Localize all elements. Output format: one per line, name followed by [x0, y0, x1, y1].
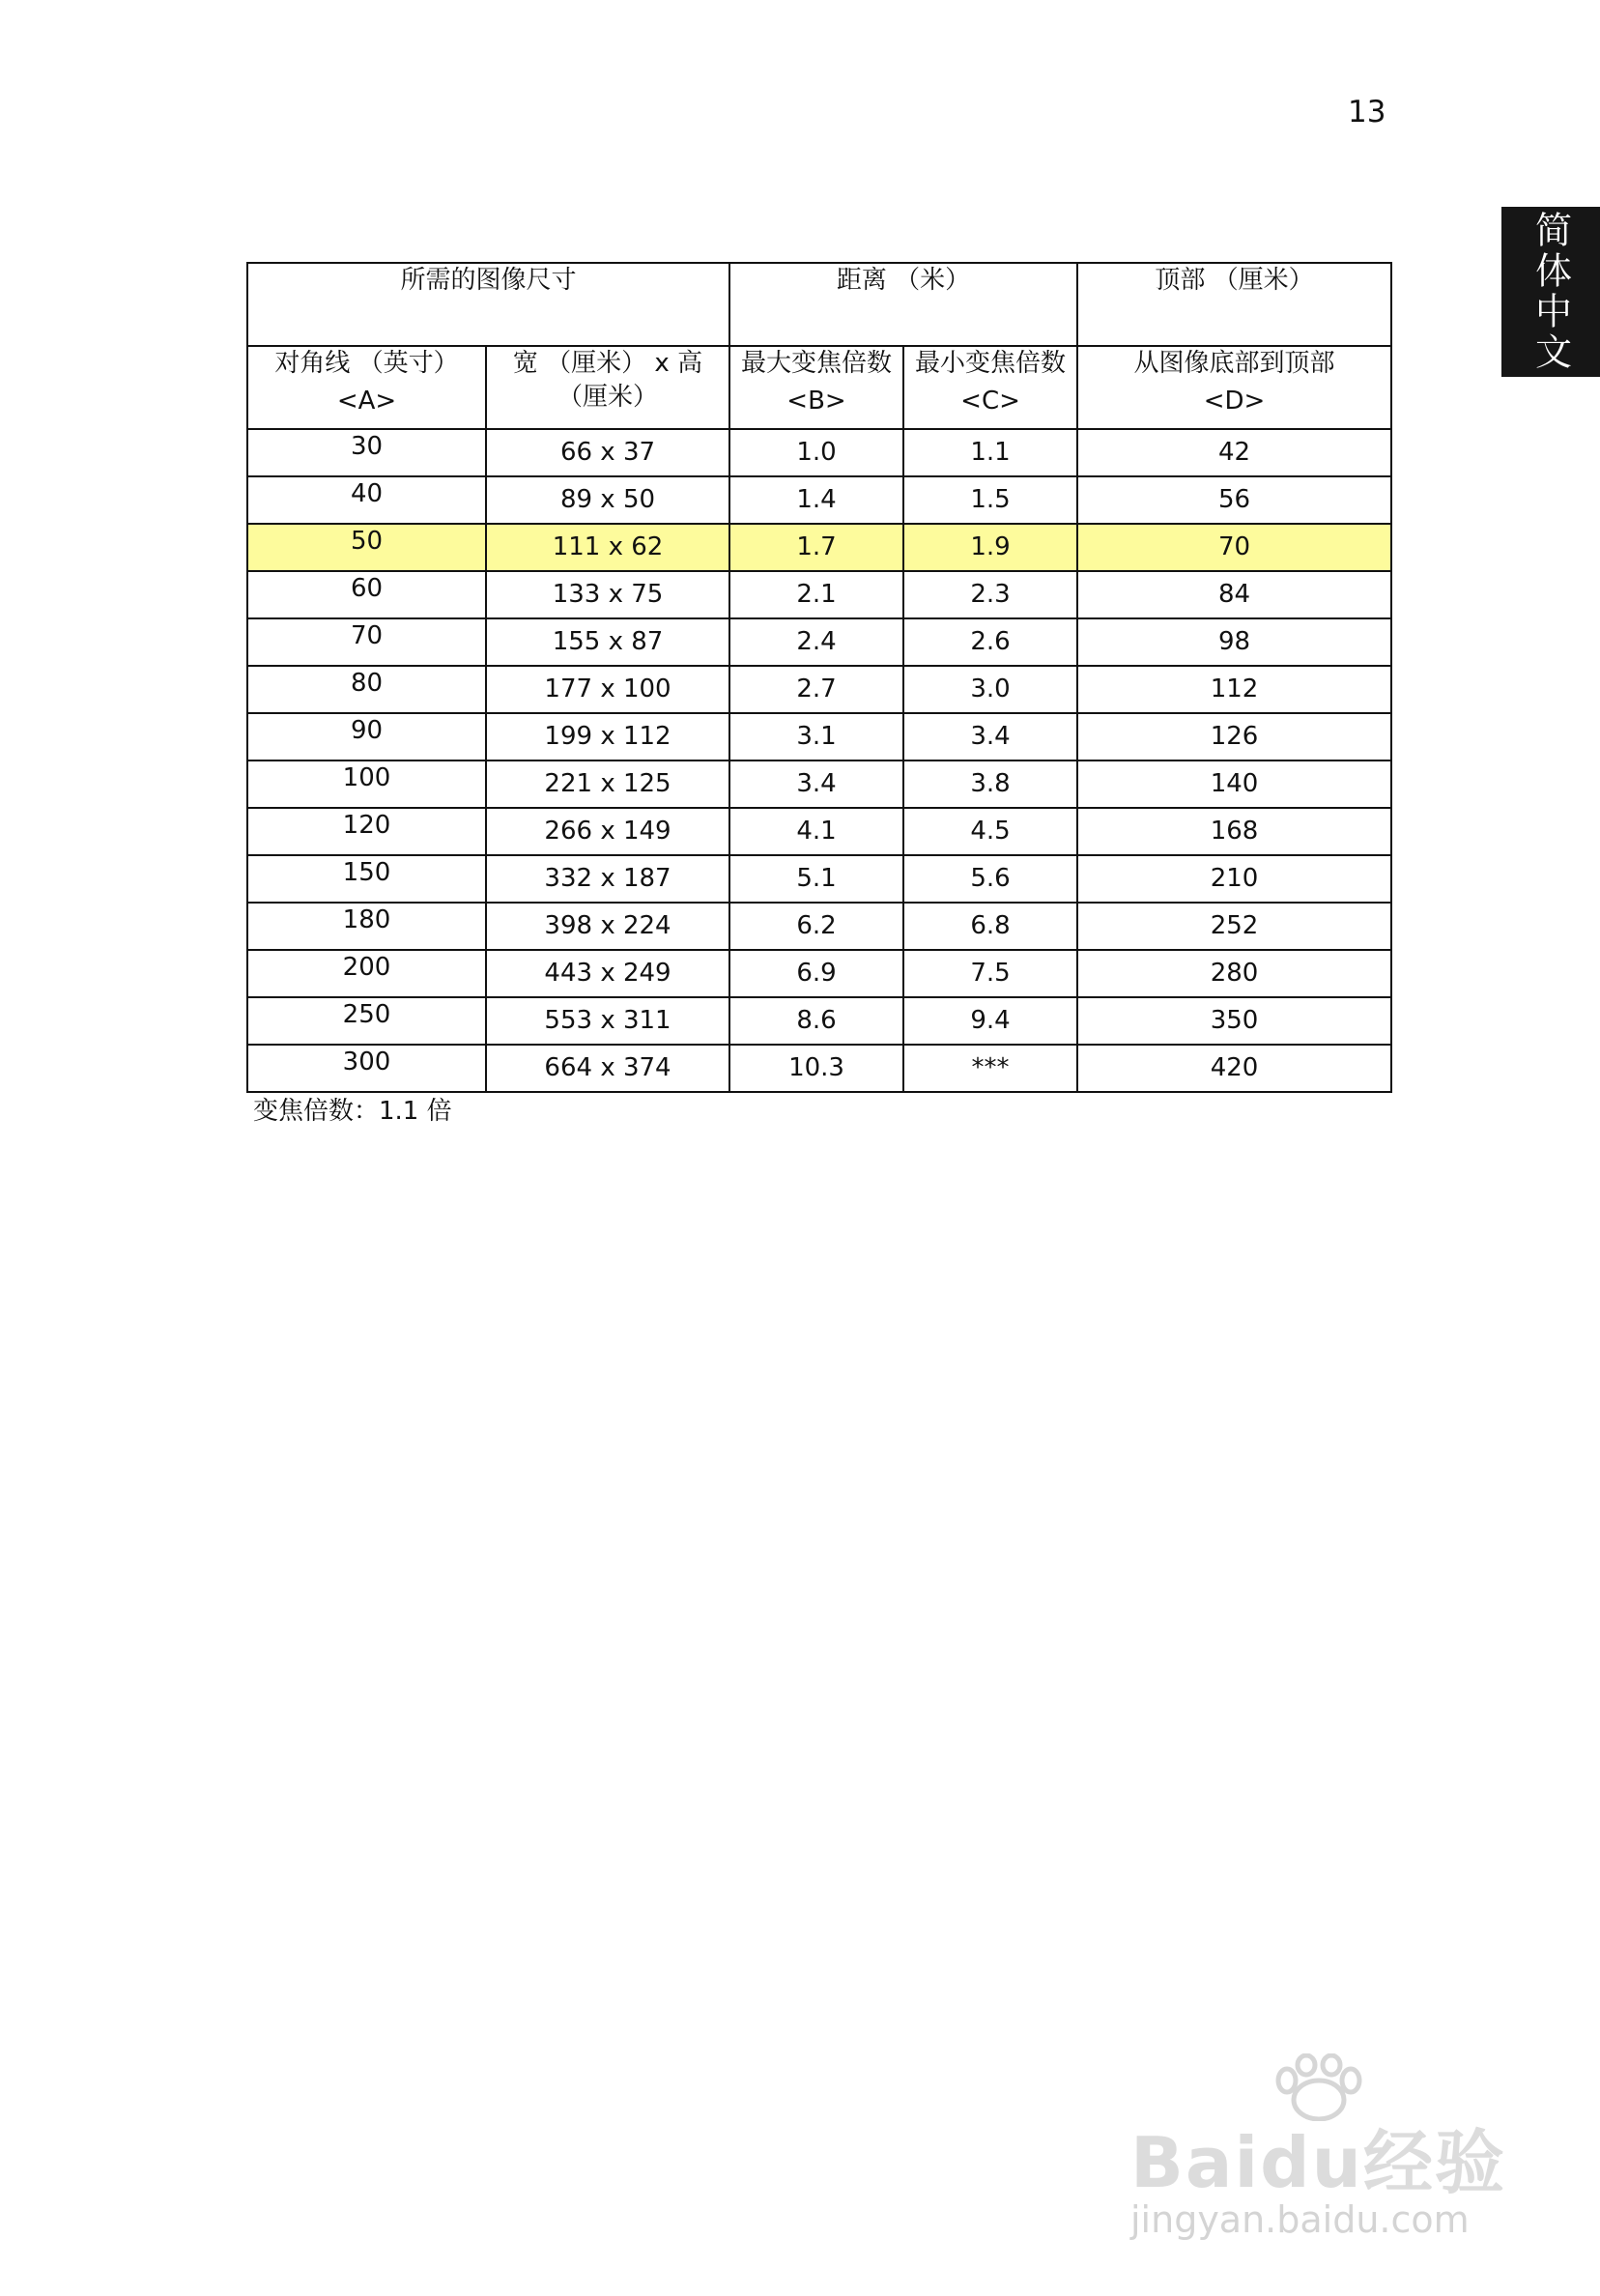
cell-min-zoom: 6.8	[903, 903, 1077, 950]
sub-header-max-zoom	[729, 346, 903, 429]
sub-header-diagonal	[247, 346, 486, 429]
sub-header-code: <B>	[786, 387, 846, 416]
cell-min-zoom: 7.5	[903, 950, 1077, 997]
cell-bottom-to-top: 420	[1077, 1045, 1391, 1092]
table-row	[247, 524, 1391, 571]
cell-max-zoom: 5.1	[729, 855, 903, 903]
cell-bottom-to-top: 350	[1077, 997, 1391, 1045]
cell-max-zoom: 6.2	[729, 903, 903, 950]
cell-max-zoom: 1.0	[729, 429, 903, 476]
cell-min-zoom: 1.9	[903, 524, 1077, 571]
cell-diagonal: 100	[247, 761, 486, 808]
table-row	[247, 808, 1391, 855]
sub-header-label: 对角线 （英寸）	[274, 349, 459, 378]
zoom-ratio-footnote: 变焦倍数：1.1 倍	[253, 1097, 452, 1126]
cell-width-height: 199 x 112	[486, 713, 729, 761]
cell-min-zoom: ***	[903, 1045, 1077, 1092]
table-row	[247, 997, 1391, 1045]
table-row	[247, 666, 1391, 713]
cell-diagonal: 30	[247, 429, 486, 476]
cell-diagonal: 40	[247, 476, 486, 524]
group-header-distance: 距离 （米）	[729, 263, 1077, 346]
page-number: 13	[1348, 95, 1386, 129]
cell-bottom-to-top: 56	[1077, 476, 1391, 524]
cell-min-zoom: 5.6	[903, 855, 1077, 903]
sub-header-label: 最大变焦倍数	[741, 349, 893, 378]
table-row	[247, 903, 1391, 950]
table-row	[247, 618, 1391, 666]
sub-header-code: <A>	[336, 387, 397, 416]
cell-diagonal: 60	[247, 571, 486, 618]
cell-diagonal: 50	[247, 524, 486, 571]
table-row	[247, 571, 1391, 618]
cell-diagonal: 150	[247, 855, 486, 903]
table-group-header-row	[247, 263, 1391, 346]
cell-min-zoom: 3.0	[903, 666, 1077, 713]
cell-diagonal: 80	[247, 666, 486, 713]
cell-max-zoom: 1.4	[729, 476, 903, 524]
cell-bottom-to-top: 70	[1077, 524, 1391, 571]
language-tab-label: 简体中文	[1529, 211, 1572, 373]
projection-distance-table	[246, 262, 1392, 1093]
sub-header-min-zoom	[903, 346, 1077, 429]
cell-diagonal: 200	[247, 950, 486, 997]
sub-header-width-height	[486, 346, 729, 429]
cell-diagonal: 180	[247, 903, 486, 950]
cell-min-zoom: 1.1	[903, 429, 1077, 476]
watermark-url: jingyan.baidu.com	[1130, 2198, 1470, 2241]
cell-min-zoom: 1.5	[903, 476, 1077, 524]
cell-width-height: 443 x 249	[486, 950, 729, 997]
cell-bottom-to-top: 252	[1077, 903, 1391, 950]
cell-width-height: 332 x 187	[486, 855, 729, 903]
cell-width-height: 664 x 374	[486, 1045, 729, 1092]
cell-width-height: 553 x 311	[486, 997, 729, 1045]
sub-header-label: 宽 （厘米） x 高 （厘米）	[512, 349, 703, 413]
table-row	[247, 1045, 1391, 1092]
cell-max-zoom: 2.4	[729, 618, 903, 666]
table-row	[247, 761, 1391, 808]
watermark-logo: Baidu经验	[1130, 2122, 1506, 2203]
table-row	[247, 950, 1391, 997]
cell-bottom-to-top: 210	[1077, 855, 1391, 903]
table-row	[247, 713, 1391, 761]
sub-header-bottom-to-top	[1077, 346, 1391, 429]
cell-max-zoom: 1.7	[729, 524, 903, 571]
group-header-top: 顶部 （厘米）	[1077, 263, 1391, 346]
cell-bottom-to-top: 98	[1077, 618, 1391, 666]
cell-bottom-to-top: 84	[1077, 571, 1391, 618]
cell-diagonal: 250	[247, 997, 486, 1045]
table-sub-header-row	[247, 346, 1391, 429]
table-row	[247, 855, 1391, 903]
cell-width-height: 155 x 87	[486, 618, 729, 666]
group-header-image-size: 所需的图像尺寸	[247, 263, 729, 346]
language-tab	[1501, 207, 1600, 377]
cell-min-zoom: 2.6	[903, 618, 1077, 666]
cell-max-zoom: 8.6	[729, 997, 903, 1045]
cell-bottom-to-top: 168	[1077, 808, 1391, 855]
table-row	[247, 476, 1391, 524]
table-body	[247, 429, 1391, 1092]
cell-diagonal: 70	[247, 618, 486, 666]
cell-max-zoom: 3.4	[729, 761, 903, 808]
cell-bottom-to-top: 280	[1077, 950, 1391, 997]
cell-max-zoom: 4.1	[729, 808, 903, 855]
cell-bottom-to-top: 112	[1077, 666, 1391, 713]
sub-header-code: <C>	[960, 387, 1020, 416]
cell-width-height: 89 x 50	[486, 476, 729, 524]
cell-diagonal: 90	[247, 713, 486, 761]
cell-width-height: 133 x 75	[486, 571, 729, 618]
cell-min-zoom: 2.3	[903, 571, 1077, 618]
cell-bottom-to-top: 126	[1077, 713, 1391, 761]
cell-bottom-to-top: 140	[1077, 761, 1391, 808]
cell-max-zoom: 2.7	[729, 666, 903, 713]
sub-header-label: 从图像底部到顶部	[1133, 349, 1335, 378]
cell-diagonal: 300	[247, 1045, 486, 1092]
cell-width-height: 398 x 224	[486, 903, 729, 950]
cell-min-zoom: 3.4	[903, 713, 1077, 761]
cell-width-height: 221 x 125	[486, 761, 729, 808]
cell-max-zoom: 6.9	[729, 950, 903, 997]
cell-max-zoom: 10.3	[729, 1045, 903, 1092]
cell-min-zoom: 9.4	[903, 997, 1077, 1045]
cell-min-zoom: 4.5	[903, 808, 1077, 855]
cell-width-height: 66 x 37	[486, 429, 729, 476]
cell-max-zoom: 2.1	[729, 571, 903, 618]
cell-width-height: 177 x 100	[486, 666, 729, 713]
sub-header-code: <D>	[1203, 387, 1266, 416]
cell-max-zoom: 3.1	[729, 713, 903, 761]
cell-min-zoom: 3.8	[903, 761, 1077, 808]
baidu-watermark	[1130, 2053, 1517, 2247]
cell-width-height: 266 x 149	[486, 808, 729, 855]
cell-diagonal: 120	[247, 808, 486, 855]
cell-bottom-to-top: 42	[1077, 429, 1391, 476]
sub-header-label: 最小变焦倍数	[915, 349, 1067, 378]
table-row	[247, 429, 1391, 476]
cell-width-height: 111 x 62	[486, 524, 729, 571]
